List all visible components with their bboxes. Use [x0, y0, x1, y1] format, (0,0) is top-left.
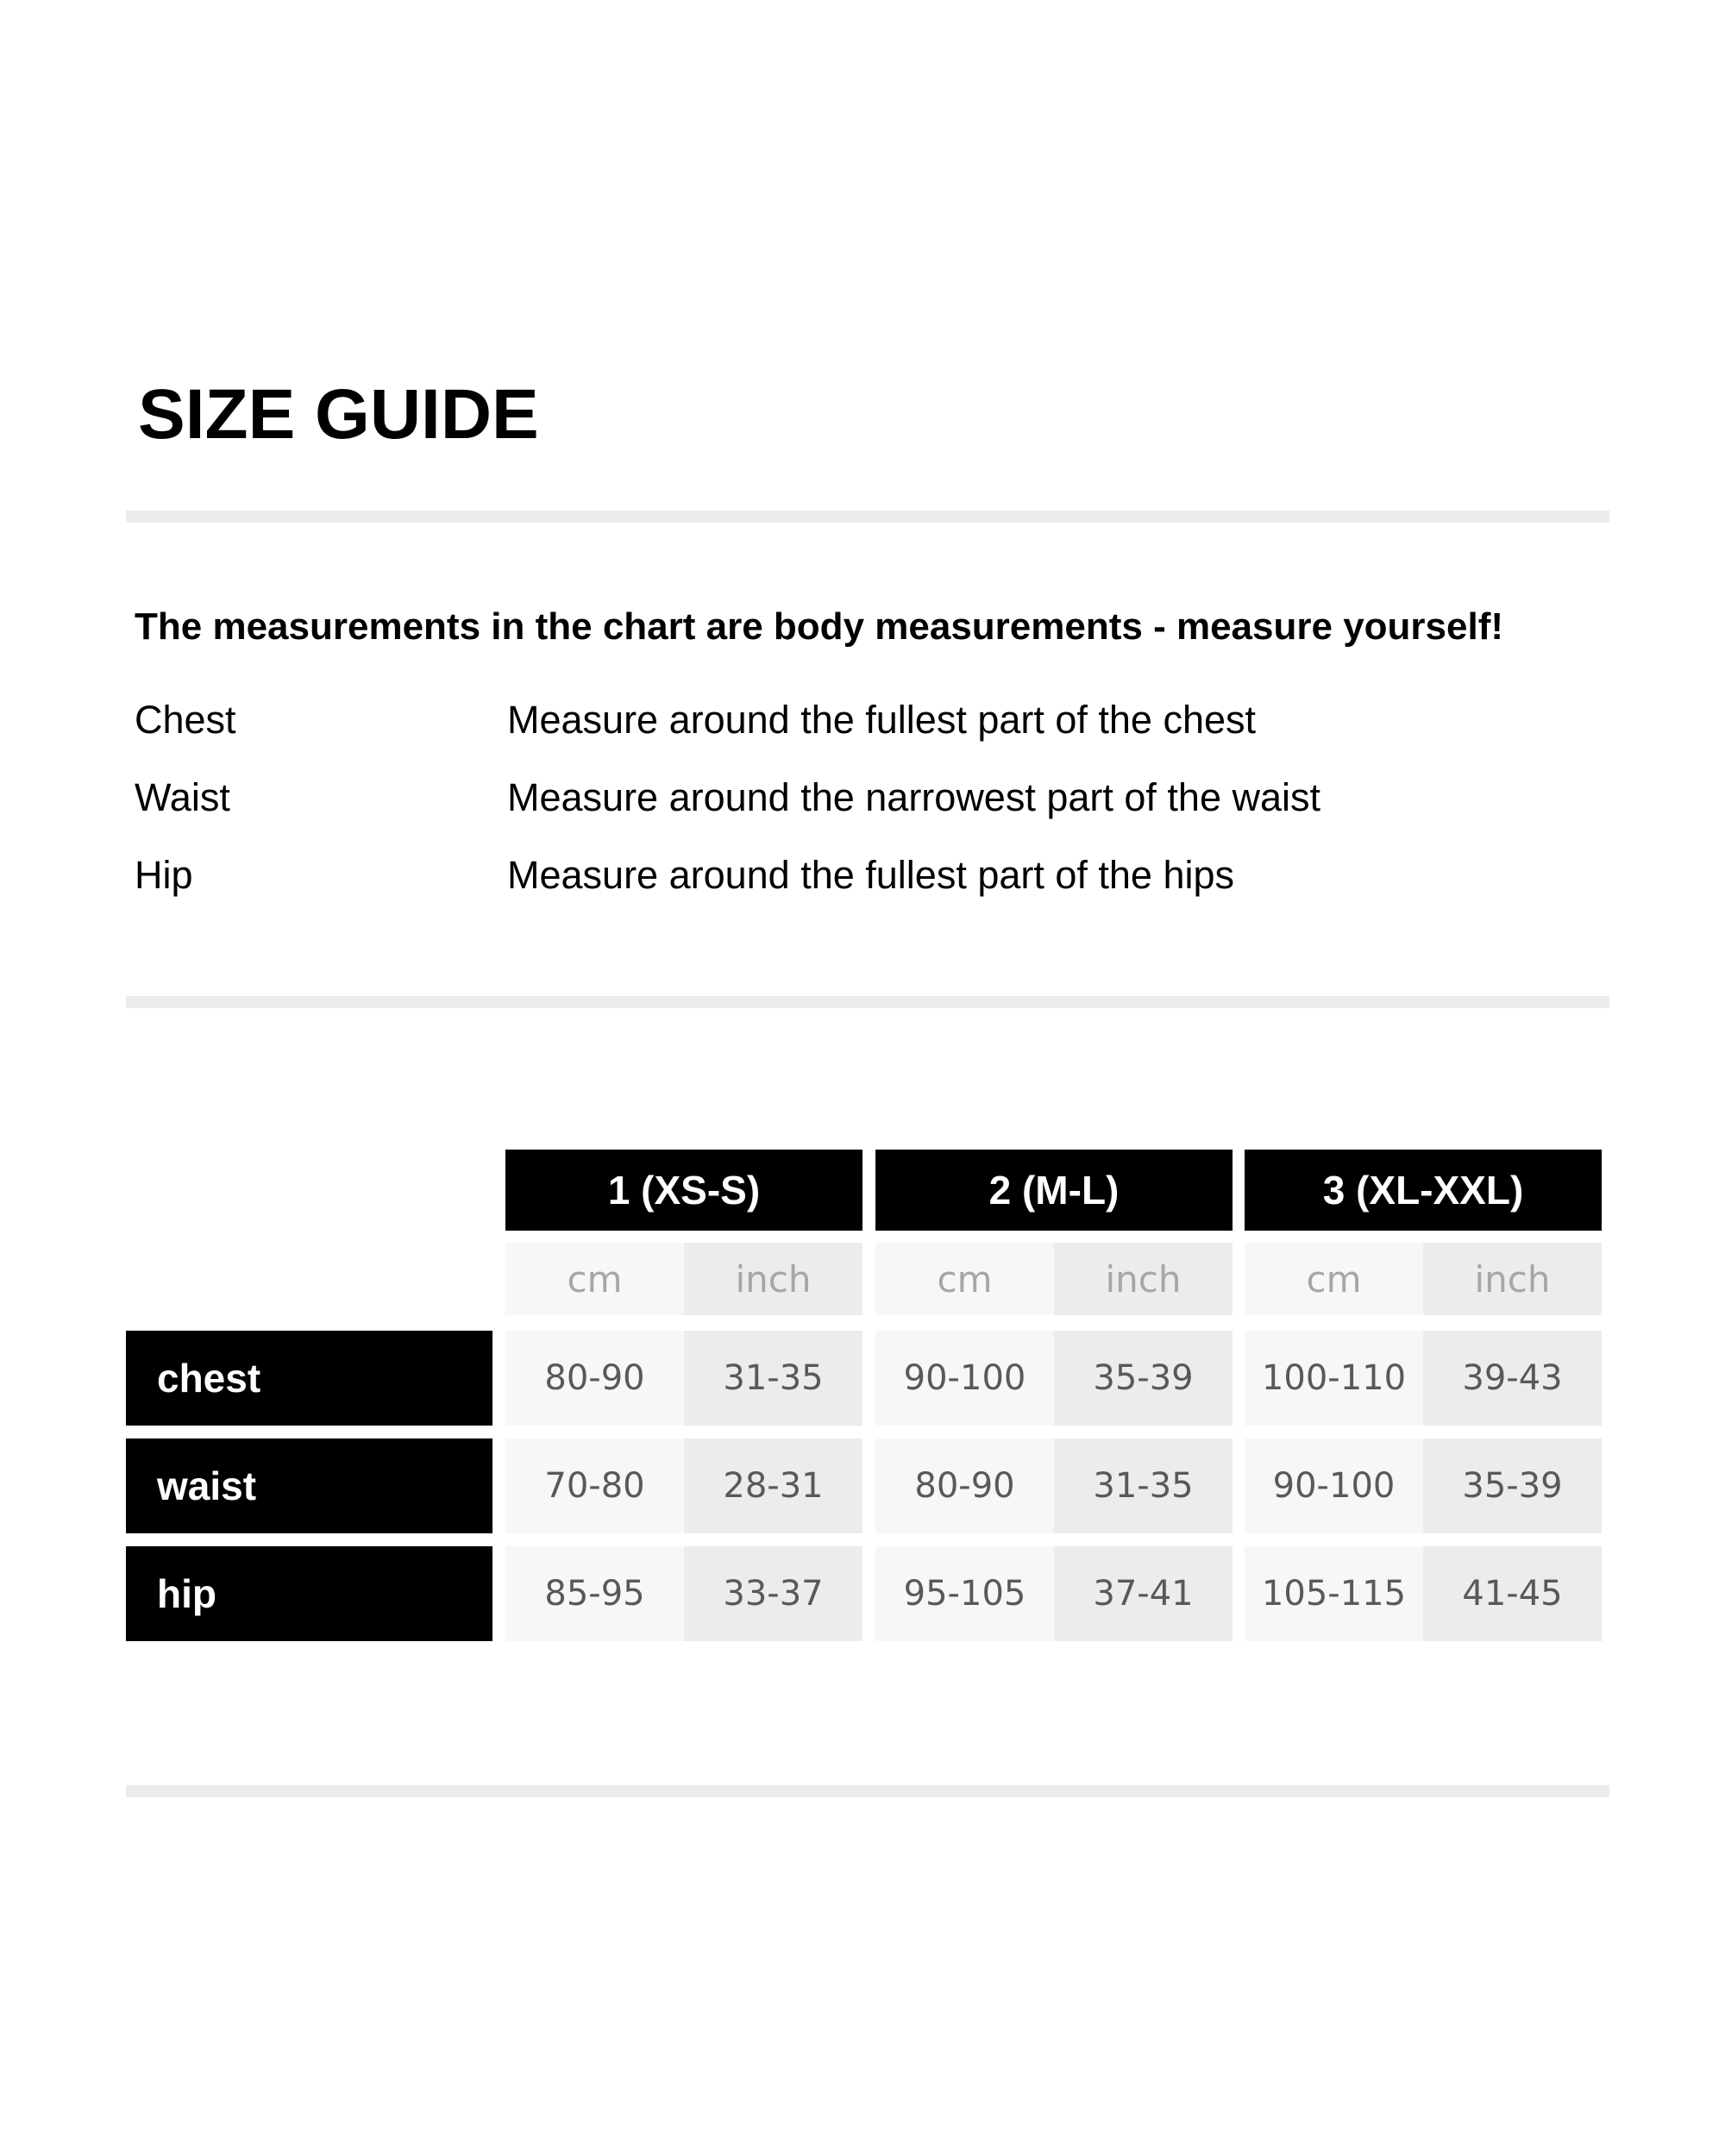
measure-description: Measure around the fullest part of the hips	[507, 853, 1235, 897]
row-label-hip: hip	[126, 1546, 492, 1641]
size-header: 2 (M-L)	[875, 1150, 1233, 1231]
measure-row-chest	[135, 694, 1601, 746]
measure-term: Waist	[135, 775, 230, 819]
row-label-chest: chest	[126, 1331, 492, 1426]
table-cell: 31-35	[1054, 1438, 1233, 1533]
measure-description: Measure around the narrowest part of the waist	[507, 775, 1321, 819]
table-cell: 35-39	[1054, 1331, 1233, 1426]
table-cell: 105-115	[1245, 1546, 1423, 1641]
table-cell: 28-31	[684, 1438, 862, 1533]
measure-term: Chest	[135, 698, 236, 742]
table-cell: 31-35	[684, 1331, 862, 1426]
measure-row-hip	[135, 849, 1601, 901]
table-cell: 85-95	[505, 1546, 684, 1641]
page-title: SIZE GUIDE	[138, 375, 539, 454]
table-cell: 80-90	[875, 1438, 1054, 1533]
unit-header: inch	[1423, 1243, 1602, 1315]
table-cell: 80-90	[505, 1331, 684, 1426]
table-cell: 37-41	[1054, 1546, 1233, 1641]
unit-header: cm	[1245, 1243, 1423, 1315]
size-header: 3 (XL-XXL)	[1245, 1150, 1602, 1231]
table-cell: 35-39	[1423, 1438, 1602, 1533]
unit-header: cm	[875, 1243, 1054, 1315]
table-cell: 41-45	[1423, 1546, 1602, 1641]
section-divider	[126, 1785, 1609, 1797]
table-cell: 90-100	[875, 1331, 1054, 1426]
size-header: 1 (XS-S)	[505, 1150, 862, 1231]
unit-header: inch	[684, 1243, 862, 1315]
intro-text: The measurements in the chart are body measurements - measure yourself!	[135, 605, 1504, 648]
measure-row-waist	[135, 772, 1601, 824]
table-cell: 39-43	[1423, 1331, 1602, 1426]
table-cell: 90-100	[1245, 1438, 1423, 1533]
table-cell: 33-37	[684, 1546, 862, 1641]
measure-description: Measure around the fullest part of the chest	[507, 698, 1257, 742]
section-divider	[126, 511, 1609, 523]
measure-term: Hip	[135, 853, 193, 897]
table-cell: 95-105	[875, 1546, 1054, 1641]
unit-header: inch	[1054, 1243, 1233, 1315]
section-divider	[126, 996, 1609, 1008]
table-cell: 70-80	[505, 1438, 684, 1533]
table-cell: 100-110	[1245, 1331, 1423, 1426]
row-label-waist: waist	[126, 1438, 492, 1533]
unit-header: cm	[505, 1243, 684, 1315]
